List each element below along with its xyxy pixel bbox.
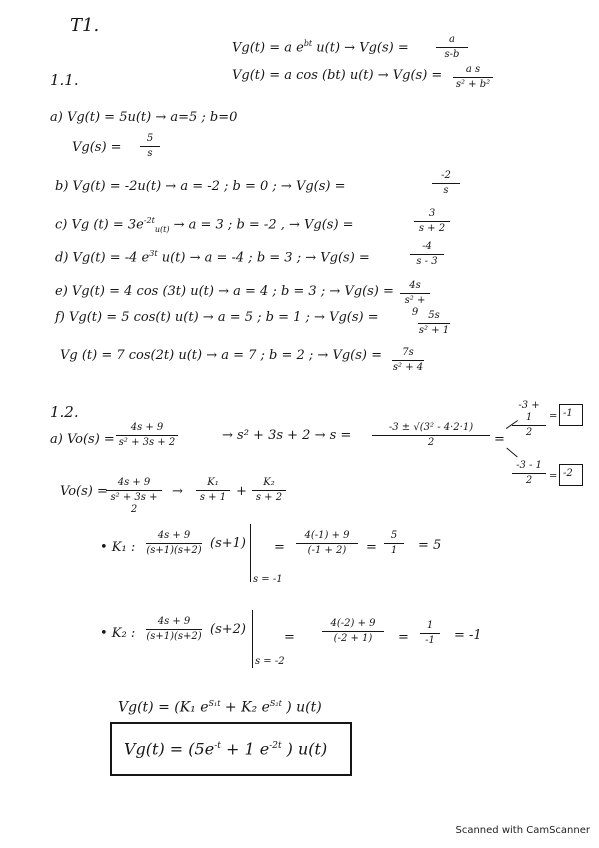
page-title: T1. <box>70 15 100 36</box>
item-b-result-fraction: $\frac{-2}{s}$ <box>432 170 460 197</box>
k2-result-fraction: $\frac{1}{-1}$ <box>420 620 440 647</box>
item-e-result-fraction: $\frac{4s}{\text{s² + 9}}$ <box>400 280 430 319</box>
item-c-result-fraction: $\frac{3}{s + 2}$ <box>414 208 450 235</box>
formula-cosine: Vg(t) = a cos (bt) u(t) → Vg(s) = <box>232 68 443 83</box>
item-b-line: b) Vg(t) = -2u(t) → a = -2 ; b = 0 ; → Vg(s) = <box>55 179 346 194</box>
formula-cosine-fraction: $\frac{\text{a s}}{\text{s² + b²}}$ <box>453 64 493 91</box>
item-a-line: a) Vg(t) = 5u(t) → a=5 ; b=0 <box>50 110 238 125</box>
item-f-line: f) Vg(t) = 5 cos(t) u(t) → a = 5 ; b = 1 ; → Vg(s) = <box>55 310 379 325</box>
k1-eval-point: s = -1 <box>253 574 283 585</box>
scanned-page: T1. Vg(t) = a $e^{bt}$ u(t) → Vg(s) = $\frac{a}{s-b}$ Vg(t) = a cos (bt) u(t) → Vg(s) = $\frac{\text{a s}}{\text{s² + b²}}$ 1.1. a) Vg(t) = 5u(t) → a=5 ; b=0 Vg(s) = $\frac{5}{s}$ b) Vg(t) = -2u(t) → a = -2 ; b = 0 ; → Vg(s) = $\frac{-2}{s}$ c) Vg $(t) = 3e^{-2t}_{u(t)} \to a = 3$ ; b = -2 , → Vg(s) = $\frac{3}{s + 2}$ d) Vg(t) = -4 $e^{3t}$ u(t) → a = -4 ; b = 3 ; → Vg(s) = $\frac{-4}{s - 3}$ e) Vg(t) = 4 cos (3t) u(t) → a = 4 ; b = 3 ; → Vg(s) = $\frac{4s}{\text{s² + 9}}$ f) Vg(t) = 5 cos(t) u(t) → a = 5 ; b = 1 ; → Vg(s) = $\frac{5s}{\text{s² + 1}}$ Vg (t) = 7 cos(2t) u(t) → a = 7 ; b = 2 ; → Vg(s) = $\frac{7s}{\text{s² + 4}}$ 1.2. a) Vo(s) = $\frac{4s + 9}{\text{s² + 3s + 2}}$ → s² + 3s + 2 → s = $\frac{\text{-3 ± √(3² - 4·2·1)}}{2}$ = $\frac{-3 + 1}{2}$ = -1 $\frac{-3 - 1}{2}$ = -2 Vo(s) = $\frac{4s + 9}{\text{s² + 3s + 2}}$ → $\frac{\text{K₁}}{s + 1}$ + $\frac{\text{K₂}}{s + 2}$ • K₁ : $\frac{4s + 9}{(s+1)(s+2)}$ (s+1) s = -1 = $\frac{4(-1) + 9}{(-1 + 2)}$ = $\frac{5}{1}$ = 5 • K₂ : $\frac{4s + 9}{(s+1)(s+2)}$ (s+2) s = -2 = $\frac{4(-2) + 9}{(-2 + 1)}$ = $\frac{1}{-1}$ = -1 Vg(t) = (K₁ $e^{S_1t} + K_2$ $e^{S_2t}$ ) u(t) $Vg(t) = (5e^{-t} + 1$ $e^{-2t}$ ) u(t) Scanned with CamScanner <box>50 15 590 836</box>
item-a-result-fraction: $\frac{5}{s}$ <box>140 133 160 160</box>
quadratic-formula-fraction: $\frac{\text{-3 ± √(3² - 4·2·1)}}{2}$ <box>372 422 490 449</box>
k2-value: = -1 <box>454 628 482 643</box>
k1-value: = 5 <box>418 538 442 553</box>
equals-sign: = <box>494 432 505 447</box>
k2-substitution: $\frac{4(-2) + 9}{(-2 + 1)}$ <box>322 618 384 645</box>
k2-expression: $\frac{4s + 9}{(s+1)(s+2)}$ <box>146 616 202 642</box>
item-g-line: Vg (t) = 7 cos(2t) u(t) → a = 7 ; b = 2 ; → Vg(s) = <box>60 348 383 363</box>
item-c-line: c) Vg $(t) = 3e^{-2t}_{u(t)} \to a = 3$ ; b = -2 , → Vg(s) = <box>55 216 354 234</box>
section-heading-1-2: 1.2. <box>50 403 79 421</box>
item-1-2-a-label: a) Vo(s) = <box>50 432 115 447</box>
partial-fraction-plus: + <box>236 484 247 499</box>
section-heading-1-1: 1.1. <box>50 71 79 89</box>
item-1-2-a-fraction: $\frac{4s + 9}{\text{s² + 3s + 2}}$ <box>116 422 178 449</box>
k1-eval-bar <box>250 524 251 582</box>
partial-fraction-original: $\frac{4s + 9}{\text{s² + 3s + 2}}$ <box>106 477 162 516</box>
k2-label: • K₂ : <box>100 626 136 641</box>
item-g-result-fraction: $\frac{7s}{\text{s² + 4}}$ <box>392 347 424 373</box>
partial-fraction-k2: $\frac{\text{K₂}}{s + 2}$ <box>252 477 286 504</box>
root-1-fraction: $\frac{-3 + 1}{2}$ <box>512 400 546 439</box>
item-a-result-label: Vg(s) = <box>72 140 122 155</box>
scanner-watermark: Scanned with CamScanner <box>455 825 590 836</box>
item-d-result-fraction: $\frac{-4}{s - 3}$ <box>410 241 444 268</box>
item-f-result-fraction: $\frac{5s}{\text{s² + 1}}$ <box>418 310 450 336</box>
k2-eval-point: s = -2 <box>255 656 285 667</box>
root-2-fraction: $\frac{-3 - 1}{2}$ <box>512 460 546 487</box>
root-1-box: -1 <box>559 404 583 426</box>
root-branch-lower <box>506 448 517 458</box>
general-solution: Vg(t) = (K₁ $e^{S_1t} + K_2$ $e^{S_2t}$ ) u(t) <box>118 699 322 716</box>
k1-result-fraction: $\frac{5}{1}$ <box>384 530 404 557</box>
k1-substitution: $\frac{4(-1) + 9}{(-1 + 2)}$ <box>296 530 358 557</box>
partial-fraction-k1: $\frac{\text{K₁}}{s + 1}$ <box>196 477 230 504</box>
formula-exponential: Vg(t) = a $e^{bt}$ u(t) → Vg(s) = <box>232 39 409 56</box>
item-1-2-a-characteristic: → s² + 3s + 2 → s = <box>222 428 352 443</box>
k1-multiplier: (s+1) <box>210 536 246 551</box>
item-e-line: e) Vg(t) = 4 cos (3t) u(t) → a = 4 ; b = 3 ; → Vg(s) = <box>55 284 394 299</box>
k2-multiplier: (s+2) <box>210 622 246 637</box>
formula-exponential-fraction: $\frac{a}{s-b}$ <box>436 34 468 61</box>
final-answer: $Vg(t) = (5e^{-t} + 1$ $e^{-2t}$ ) u(t) <box>124 739 328 759</box>
item-d-line: d) Vg(t) = -4 $e^{3t}$ u(t) → a = -4 ; b = 3 ; → Vg(s) = <box>55 249 370 266</box>
partial-fraction-arrow: → <box>172 484 183 499</box>
k1-label: • K₁ : <box>100 540 136 555</box>
partial-fraction-label: Vo(s) = <box>60 484 108 499</box>
k1-expression: $\frac{4s + 9}{(s+1)(s+2)}$ <box>146 530 202 556</box>
k2-eval-bar <box>252 610 253 668</box>
root-2-box: -2 <box>559 464 583 486</box>
